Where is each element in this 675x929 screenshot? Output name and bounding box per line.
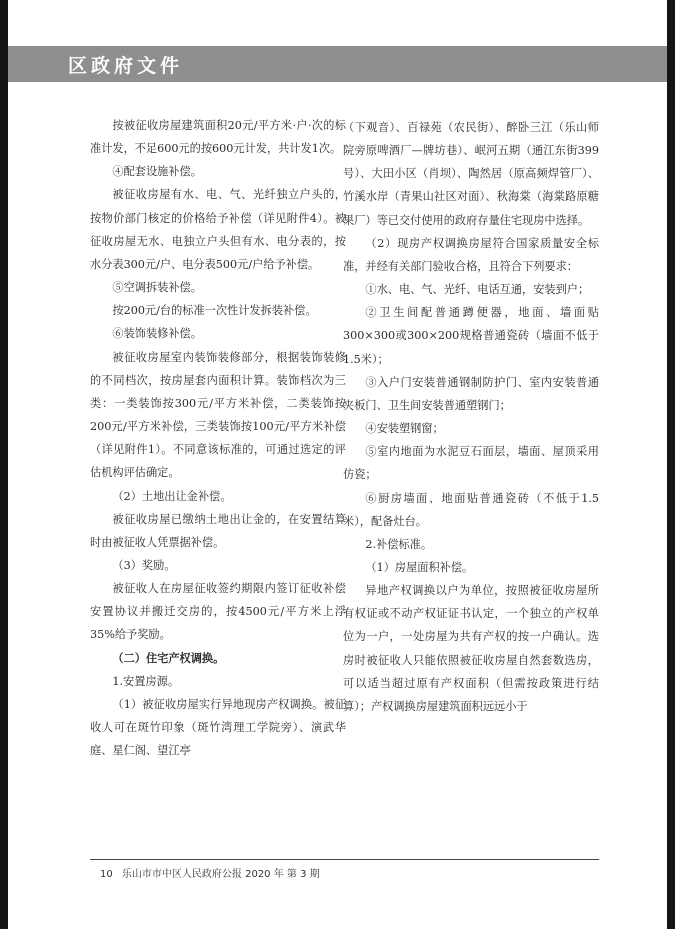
paragraph: 按200元/台的标准一次性计发拆装补偿。	[112, 304, 317, 318]
paragraph: ④安装塑钢窗；	[365, 422, 444, 436]
page-footer	[100, 865, 320, 880]
right-page-edge	[667, 0, 675, 929]
paragraph: 被征收房屋有水、电、气、光纤独立户头的，按物价部门核定的价格给予补偿（详见附件4）。被征收房屋无水、电独立户头但有水、电分表的，按水分表300元/户、电分表500元/户给予补偿。	[90, 188, 346, 271]
section-header-bar	[8, 46, 667, 82]
paragraph: ⑥厨房墙面、地面贴普通瓷砖（不低于1.5米），配备灶台。	[343, 491, 599, 528]
paragraph: （1）被征收房屋实行异地现房产权调换。被征收人可在斑竹印象（斑竹湾理工学院旁）、演武华庭、星仁阁、望江亭	[90, 697, 346, 758]
paragraph: 被征收人在房屋征收签约期限内签订征收补偿安置协议并搬迁交房的，按4500元/平方米上浮35%给予奖励。	[90, 582, 346, 642]
paragraph: ④配套设施补偿。	[112, 165, 202, 179]
paragraph: ①水、电、气、光纤、电话互通，安装到户；	[365, 283, 590, 297]
left-text-column	[90, 114, 346, 762]
paragraph: 被征收房屋已缴纳土地出让金的，在安置结算时由被征收人凭票据补偿。	[90, 512, 346, 549]
paragraph: 1.安置房源。	[112, 674, 180, 688]
paragraph: （3）奖励。	[112, 558, 176, 572]
paragraph: ⑥装饰装修补偿。	[112, 327, 202, 341]
publication-name: 乐山市市中区人民政府公报 2020 年 第 3 期	[121, 869, 320, 880]
right-text-column	[343, 116, 599, 718]
paragraph: （1）房屋面积补偿。	[365, 560, 474, 574]
page-number: 10	[100, 869, 113, 880]
paragraph: （2）现房产权调换房屋符合国家质量安全标准，并经有关部门验收合格，且符合下列要求：	[343, 236, 599, 273]
paragraph: （2）土地出让金补偿。	[112, 489, 232, 503]
left-page-edge	[0, 0, 8, 929]
footer-divider	[90, 859, 599, 860]
paragraph: （二）住宅产权调换。	[112, 650, 225, 665]
paragraph: ③入户门安装普通钢制防护门、室内安装普通夹板门、卫生间安装普通塑钢门；	[343, 375, 599, 412]
paragraph: 2.补偿标准。	[365, 537, 433, 551]
section-title: 区政府文件	[68, 55, 184, 77]
paragraph: ⑤空调拆装补偿。	[112, 281, 202, 295]
top-margin	[0, 0, 675, 46]
paragraph: ②卫生间配普通蹲便器，地面、墙面贴300×300或300×200规格普通瓷砖（墙面不低于1.5米）；	[343, 306, 599, 366]
paragraph: （下观音）、百禄苑（农民街）、醉卧三江（乐山师院旁原啤酒厂—牌坊巷）、岷河五期（通江东街399号）、大田小区（肖坝）、陶然居（原高频焊管厂）、竹溪水岸（青果山社区对面）、秋海棠（海棠路原糖果厂）等已交付使用的政府存量住宅现房中选择。	[343, 121, 599, 227]
paragraph: 按被征收房屋建筑面积20元/平方米·户·次的标准计发，不足600元的按600元计发，共计发1次。	[90, 119, 346, 156]
paragraph: ⑤室内地面为水泥豆石面层，墙面、屋顶采用仿瓷；	[343, 445, 599, 482]
paragraph: 被征收房屋室内装饰装修部分，根据装饰装修的不同档次，按房屋套内面积计算。装饰档次为三类：一类装饰按300元/平方米补偿，二类装饰按200元/平方米补偿，三类装饰按100元/平方米补偿（详见附件1）。不同意该标准的，可通过选定的评估机构评估确定。	[90, 350, 346, 480]
paragraph: 异地产权调换以户为单位，按照被征收房屋所有权证或不动产权证证书认定，一个独立的产权单位为一户，一处房屋为共有产权的按一户确认。选房时被征收人只能依照被征收房屋自然套数选房，可以适当超过原有产权面积（但需按政策进行结算）；产权调换房屋建筑面积远远小于	[343, 584, 599, 713]
